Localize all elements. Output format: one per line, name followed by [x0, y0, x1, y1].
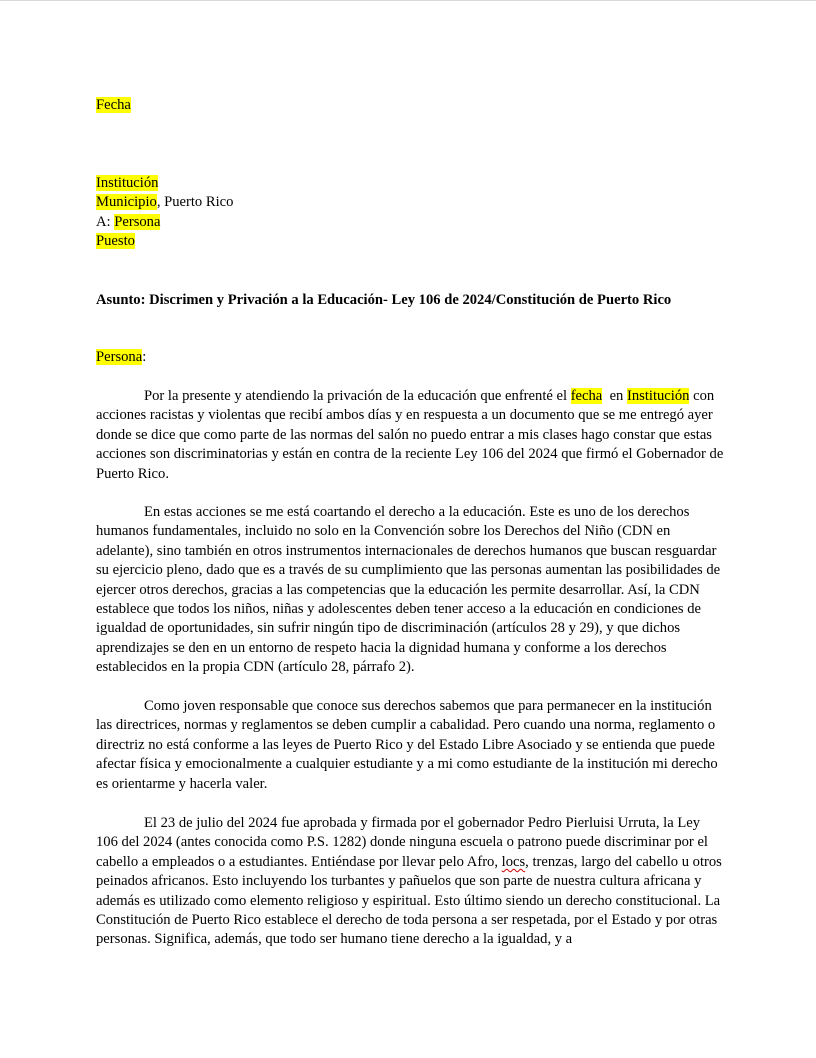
paragraph-1-part1: Por la presente y atendiendo la privación de la educación que enfrenté el	[144, 388, 571, 404]
date-line	[96, 96, 131, 115]
position-placeholder: Puesto	[96, 233, 135, 249]
recipient-prefix: A:	[96, 214, 115, 230]
institution-inline-placeholder: Institución	[627, 388, 690, 404]
salutation	[96, 348, 146, 367]
municipality-placeholder: Municipio	[96, 194, 157, 210]
municipality-suffix: , Puerto Rico	[156, 194, 234, 210]
institution-placeholder: Institución	[96, 175, 159, 191]
paragraph-4-part2: , trenzas, largo del cabello u otros peinados africanos. Esto incluyendo los turbantes y pañuelos que son parte de nuestra cultura africana y además es utilizado como elemento religioso y espiritual. Esto último siendo un derecho constitucional. La Constitución de Puerto Rico establece el derecho de toda persona a ser respetada, por el Estado y por otras personas. Significa, además, que todo ser humano tiene derecho a la igualdad, y a	[96, 853, 722, 948]
person-placeholder: Persona	[114, 214, 161, 230]
institution-line	[96, 174, 158, 193]
spellcheck-word[interactable]: locs	[501, 853, 526, 870]
paragraph-4	[96, 814, 724, 950]
paragraph-1	[96, 387, 724, 484]
paragraph-4-part1: El 23 de julio del 2024 fue aprobada y firmada por el gobernador Pedro Pierluisi Urruta, la Ley 106 del 2024 (antes conocida como P.S. 1282) donde ninguna escuela o patrono puede discriminar por el cabello a empleados o a estudiantes. Entiéndase por llevar pelo Afro,	[96, 815, 708, 870]
salutation-name: Persona	[96, 349, 143, 365]
paragraph-1-part2: en	[602, 388, 628, 404]
paragraph-3: Como joven responsable que conoce sus derechos sabemos que para permanecer en la institución las directrices, normas y reglamentos se deben cumplir a cabalidad. Pero cuando una norma, reglamento o directriz no está conforme a las leyes de Puerto Rico y del Estado Libre Asociado y se entienda que puede afectar física y emocionalmente a cualquier estudiante y a mi como estudiante de la institución mi derecho es orientarme y hacerla valer.	[96, 698, 718, 792]
municipality-line	[96, 193, 233, 212]
salutation-suffix: :	[142, 349, 147, 365]
paragraph-2: En estas acciones se me está coartando el derecho a la educación. Este es uno de los derechos humanos fundamentales, incluido no solo en la Convención sobre los Derechos del Niño (CDN en adelante), sino también en otros instrumentos internacionales de derechos humanos que buscan resguardar su ejercicio pleno, dado que es a través de su cumplimiento que las personas aumentan las posibilidades de ejercer otros derechos, gracias a las competencias que la educación les permite desarrollar. Así, la CDN establece que todos los niños, niñas y adolescentes deben tener acceso a la educación en condiciones de igualdad de oportunidades, sin sufrir ningún tipo de discriminación (artículos 28 y 29), y que dichos aprendizajes se den en un entorno de respeto hacia la dignidad humana y conforme a los derechos establecidos en la propia CDN (artículo 28, párrafo 2).	[96, 504, 721, 676]
subject-line: Asunto: Discrimen y Privación a la Educación- Ley 106 de 2024/Constitución de Puerto Rico	[96, 292, 672, 308]
page-top-border	[0, 0, 816, 1]
date-placeholder: Fecha	[96, 97, 131, 113]
position-line	[96, 232, 135, 251]
recipient-line	[96, 213, 160, 232]
fecha-placeholder: fecha	[570, 388, 603, 404]
paragraph-1-part3: con acciones racistas y violentas que recibí ambos días y en respuesta a un documento que se me entregó ayer donde se dice que como parte de las normas del salón no puedo entrar a mis clases hago constar que estas acciones son discriminatorias y están en contra de la reciente Ley 106 del 2024 que firmó el Gobernador de Puerto Rico.	[96, 388, 724, 482]
